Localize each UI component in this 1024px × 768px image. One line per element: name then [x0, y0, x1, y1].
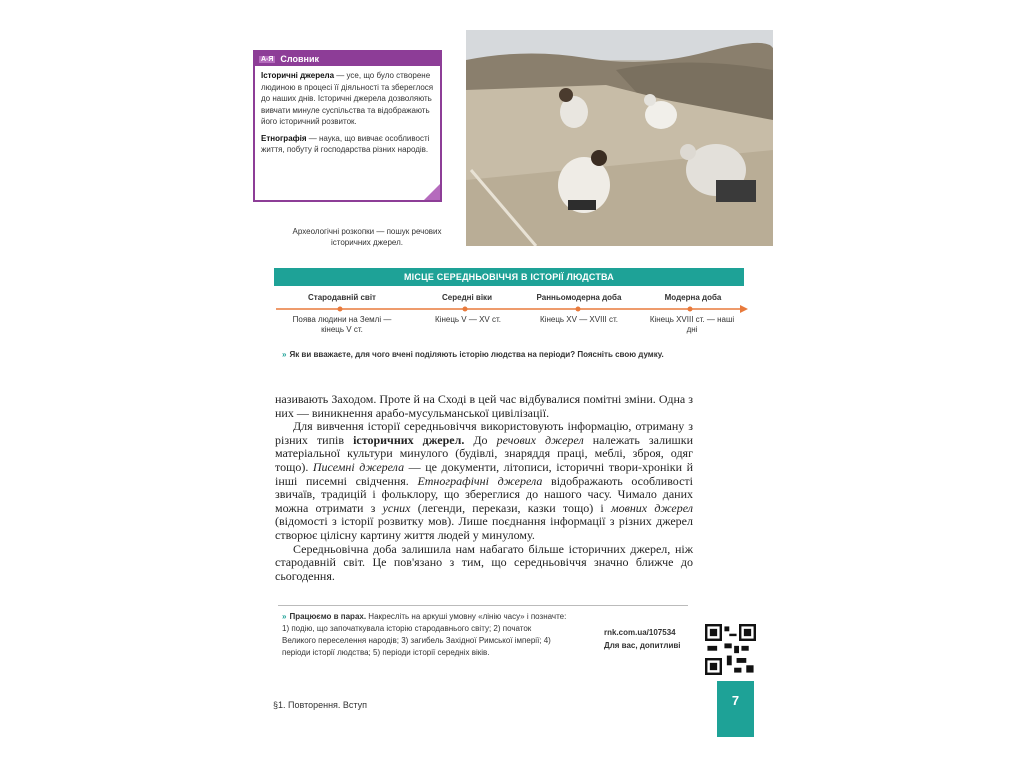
pairs-task [282, 611, 567, 659]
period-name: Модерна доба [664, 293, 722, 302]
task-text: Накресліть на аркуші умовну «лінію часу» і позначте: 1) подію, що започаткувала історію стародавнього світу; 2) початок Великого переселення народів; 3) загибель Західної Римської імперії; 4) періоди історії людства; 5) періоди історії середніх віків. [282, 612, 567, 657]
task-lead: Працюємо в парах. [289, 612, 367, 621]
period-range: Кінець V — XV ст. [435, 315, 501, 324]
section-divider [278, 605, 688, 606]
glossary-definition: — наука, що вивчає особливості життя, побуту й господарства різних народів. [261, 133, 430, 154]
online-resource [604, 626, 681, 652]
term-bold: історичних джерел. [353, 432, 465, 447]
photo-caption: Археологічні розкопки — пошук речових історичних джерел. [292, 227, 442, 247]
term-italic: усних [382, 500, 411, 515]
glossary-title: Словник [280, 54, 320, 64]
period-range: Кінець XVIII ст. — наші дні [649, 315, 735, 334]
glossary-corner-decoration [424, 184, 440, 200]
text-run: відображають особливості звичаїв, традицій і фольклору, що збереглися до нашого часу. Чимало даних можна отримати з [275, 473, 693, 515]
timeline-title: МІСЦЕ СЕРЕДНЬОВІЧЧЯ В ІСТОРІЇ ЛЮДСТВА [274, 268, 744, 286]
glossary-badge: А-Я [261, 55, 274, 63]
glossary-box [253, 50, 442, 202]
double-arrow-icon: » [282, 612, 287, 621]
text-run: (легенди, перекази, казки тощо) і [410, 500, 611, 515]
period-range: Поява людини на Землі — кінець V ст. [292, 315, 392, 334]
discussion-question [282, 349, 722, 360]
term-italic: Етнографічні джерела [417, 473, 543, 488]
text-run: — це документи, літописи, історичні твори-хроніки й інші писемні свідчення. [275, 459, 694, 488]
question-text: Як ви вважаєте, для чого вчені поділяють історію людства на періоди? Поясніть свою думку. [289, 350, 664, 359]
excavation-illustration [466, 30, 773, 246]
paragraph: Середньовічна доба залишила нам набагато більше історичних джерел, ніж стародавній світ. Це пов'язано з тим, що середньовіччя значно ближче до сьогодення. [275, 541, 693, 583]
period-range: Кінець XV — XVIII ст. [540, 315, 618, 324]
period-name: Стародавній світ [308, 293, 376, 302]
resource-note: Для вас, допитливі [604, 641, 681, 650]
text-run: (відомості з історії розвитку мов). Лише поєднання інформації з різних джерел створює цілісну картину життя людей у минулому. [275, 514, 693, 542]
glossary-term: Етнографія [261, 133, 307, 143]
period-name: Ранньомодерна доба [536, 293, 622, 302]
term-italic: мовних джерел [610, 500, 694, 515]
glossary-entry [261, 70, 434, 128]
paragraph: називають Заходом. Проте й на Сході в цей час відбувалися помітні зміни. Одна з них — виникнення арабо-мусульманської цивілізації. [275, 392, 693, 420]
period-name: Середні віки [442, 293, 492, 302]
qr-code-icon[interactable] [705, 624, 756, 675]
glossary-header [255, 52, 440, 66]
glossary-term: Історичні джерела [261, 71, 335, 80]
double-arrow-icon: » [282, 350, 287, 359]
footer-section-title: §1. Повторення. Вступ [273, 700, 368, 710]
text-run: Для вивчення історії середньовіччя використовують інформацію, отриману з різних типів [275, 419, 693, 447]
paragraph [275, 420, 693, 542]
glossary-entry [261, 133, 434, 156]
resource-link[interactable]: rnk.com.ua/107534 [604, 628, 676, 637]
text-run: До [464, 432, 497, 447]
text-run: належать залишки матеріальної культури минулого (будівлі, знаряддя праці, меблі, зброя, одяг тощо). [275, 432, 693, 474]
page-number: 7 [717, 681, 754, 737]
excavation-photo [466, 30, 773, 246]
glossary-definition: — усе, що було створене людиною в процесі її діяльності та збереглося до наших днів. Історичні джерела дозволяють вивчати минуле суспільства та відображають його історичний розвиток. [261, 71, 434, 126]
main-text [275, 393, 693, 583]
glossary-body [255, 66, 440, 156]
term-italic: Писемні джерела [312, 459, 405, 474]
term-italic: речових джерел [496, 432, 584, 447]
